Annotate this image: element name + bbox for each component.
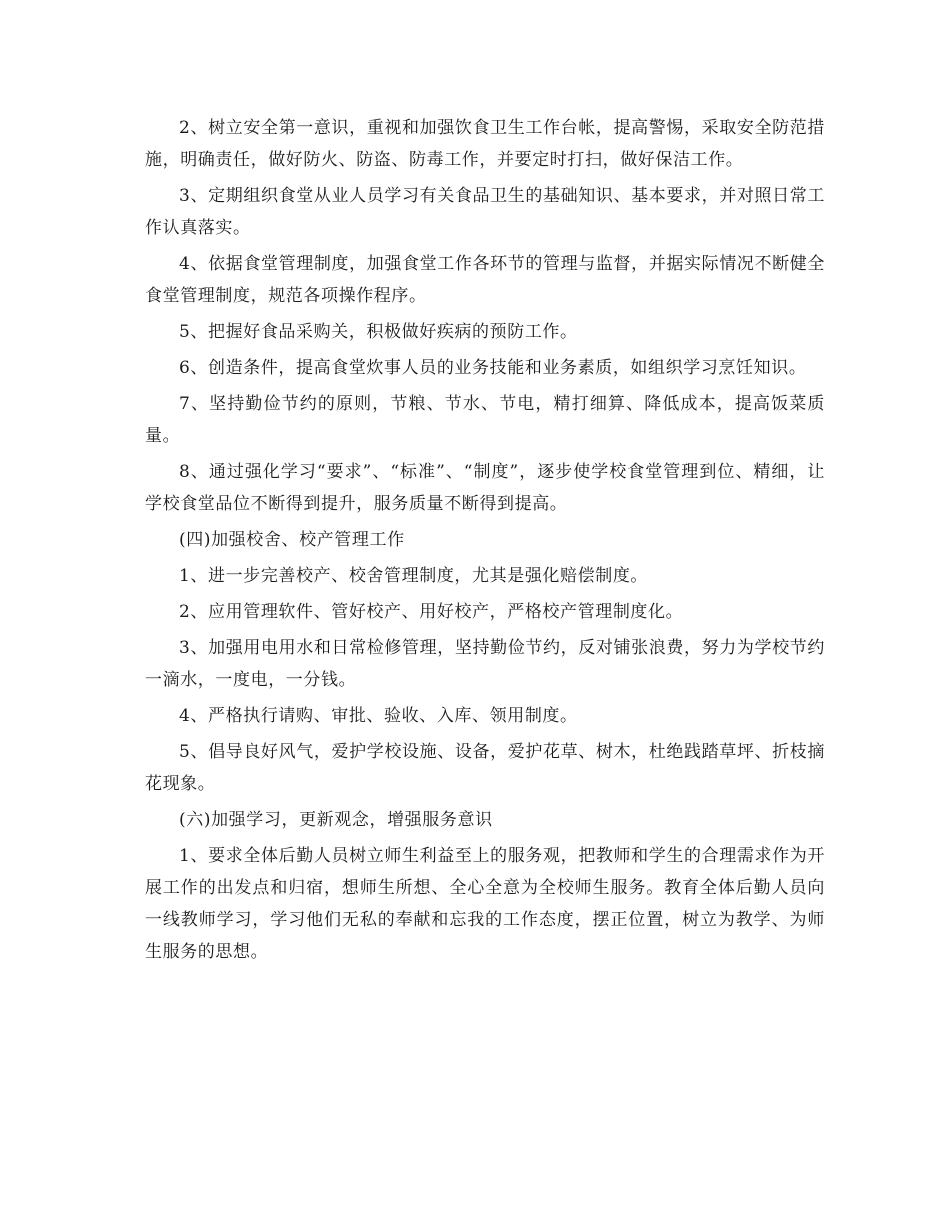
paragraph-utilities: 3、加强用电用水和日常检修管理，坚持勤俭节约，反对铺张浪费，努力为学校节约一滴水，一度电，一分钱。 [145, 638, 825, 690]
section-heading-learning: (六)加强学习，更新观念，增强服务意识 [179, 810, 493, 830]
paragraph-management-software: 2、应用管理软件、管好校产、用好校产，严格校产管理制度化。 [179, 602, 684, 622]
document-body [145, 112, 825, 972]
paragraph-cook-skills: 6、创造条件，提高食堂炊事人员的业务技能和业务素质，如组织学习烹饪知识。 [179, 358, 807, 378]
paragraph-service-attitude: 1、要求全体后勤人员树立师生利益至上的服务观，把教师和学生的合理需求作为开展工作的出发点和归宿，想师生所想、全心全意为全校师生服务。教育全体后勤人员向一线教师学习，学习他们无私的奉献和忘我的工作态度，摆正位置，树立为教学、为师生服务的思想。 [145, 846, 825, 962]
paragraph-food-procurement: 5、把握好食品采购关，积极做好疾病的预防工作。 [179, 322, 578, 342]
paragraph-standards: 8、通过强化学习“要求”、“标准”、“制度”，逐步使学校食堂管理到位、精细，让学校食堂品位不断得到提升，服务质量不断得到提高。 [145, 462, 825, 514]
paragraph-canteen-management: 4、依据食堂管理制度，加强食堂工作各环节的管理与监督，并据实际情况不断健全食堂管理制度，规范各项操作程序。 [145, 254, 825, 306]
paragraph-procurement-process: 4、严格执行请购、审批、验收、入库、领用制度。 [179, 706, 578, 726]
paragraph-thrift: 7、坚持勤俭节约的原则，节粮、节水、节电，精打细算、降低成本，提高饭菜质量。 [145, 394, 825, 446]
paragraph-good-conduct: 5、倡导良好风气，爱护学校设施、设备，爱护花草、树木，杜绝践踏草坪、折枝摘花现象。 [145, 742, 825, 794]
paragraph-staff-training: 3、定期组织食堂从业人员学习有关食品卫生的基础知识、基本要求，并对照日常工作认真落实。 [145, 186, 825, 238]
section-heading-property: (四)加强校舍、校产管理工作 [179, 530, 405, 550]
paragraph-canteen-safety: 2、树立安全第一意识，重视和加强饮食卫生工作台帐，提高警惕，采取安全防范措施，明确责任，做好防火、防盗、防毒工作，并要定时打扫，做好保洁工作。 [145, 118, 825, 170]
paragraph-property-rules: 1、进一步完善校产、校舍管理制度，尤其是强化赔偿制度。 [179, 566, 649, 586]
